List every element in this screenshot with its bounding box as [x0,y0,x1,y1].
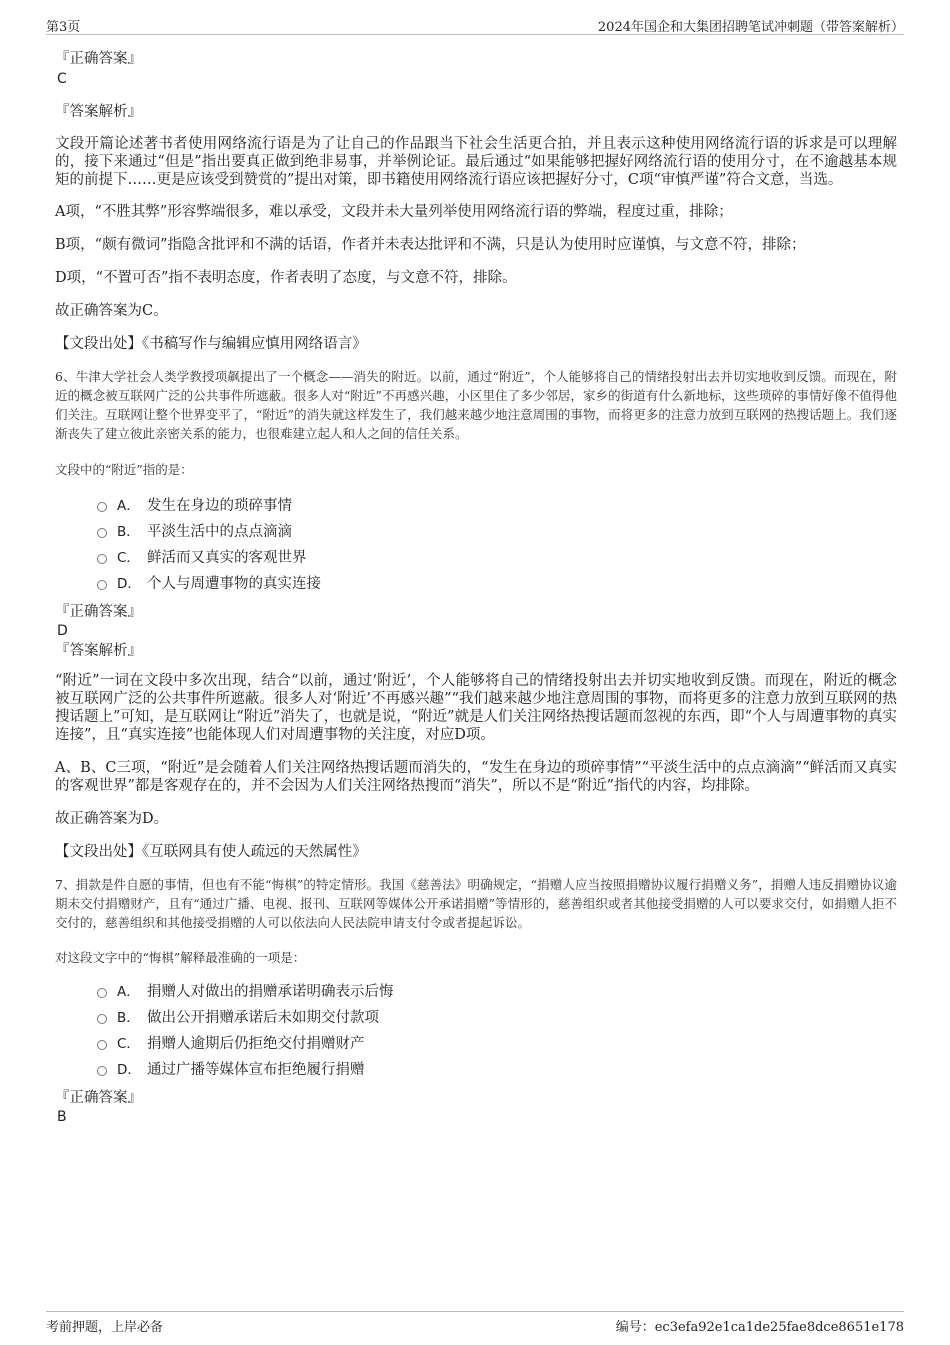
analysis-paragraph: A项，“不胜其弊”形容弊端很多，难以承受，文段并未大量列举使用网络流行语的弊端，程度过重，排除； [55,204,733,220]
correct-answer-value: D [57,623,68,639]
correct-answer-label: 『正确答案』 [55,604,142,620]
analysis-paragraph: B项，“颇有微词”指隐含批评和不满的话语，作者并未表达批评和不满，只是认为使用时应谨慎，与文意不符，排除； [55,237,806,253]
option-d[interactable]: D． 通过广播等媒体宣布拒绝履行捐赠 [95,1057,897,1083]
option-list [95,979,897,1083]
page-header [46,14,904,35]
option-c[interactable]: C． 鲜活而又真实的客观世界 [95,545,897,571]
analysis-paragraph: 故正确答案为D。 [55,811,169,827]
radio-icon[interactable] [97,580,107,590]
correct-answer-value: C [57,71,67,87]
analysis-paragraph: A、B、C三项，“附近”是会随着人们关注网络热搜话题而消失的，“发生在身边的琐碎事情”“平淡生活中的点点滴滴”“鲜活而又真实的客观世界”都是客观存在的，并不会因为人们关注网络热搜而“消失”，所以不是“附近”指代的内容，均排除。 [55,760,897,794]
radio-icon[interactable] [97,554,107,564]
correct-answer-label: 『正确答案』 [55,51,142,67]
option-a[interactable]: A． 捐赠人对做出的捐赠承诺明确表示后悔 [95,979,897,1005]
footer-slogan: 考前押题，上岸必备 [46,1320,164,1335]
page-number: 第3页 [46,20,81,35]
analysis-paragraph: “附近”一词在文段中多次出现，结合“以前，通过‘附近’，个人能够将自己的情绪投射出去并切实地收到反馈。而现在，附近的概念被互联网广泛的公共事件所遮蔽。很多人对‘附近’不再感兴趣”“我们越来越少地注意周围的事物，而将更多的注意力放到互联网的热搜话题上”可知，是互联网让“附近”消失了，也就是说，“附近”就是人们关注网络热搜话题而忽视的东西，即“个人与周遭事物的真实连接”，且“真实连接”也能体现人们对周遭事物的关注度，对应D项。 [55,673,897,743]
analysis-paragraph: 文段开篇论述著书者使用网络流行语是为了让自己的作品跟当下社会生活更合拍，并且表示这种使用网络流行语的诉求是可以理解的，接下来通过“但是”指出要真正做到绝非易事，并举例论证。最后通过“如果能够把握好网络流行语的使用分寸，在不逾越基本规矩的前提下……更是应该受到赞赏的”提出对策，即书籍使用网络流行语应该把握好分寸，C项“审慎严谨”符合文意，当选。 [55,136,897,188]
radio-icon[interactable] [97,502,107,512]
source-citation: 【文段出处】《书稿写作与编辑应慎用网络语言》 [55,336,367,352]
option-a[interactable]: A． 发生在身边的琐碎事情 [95,493,897,519]
analysis-label: 『答案解析』 [55,104,142,120]
question-stem: 对这段文字中的“悔棋”解释最准确的一项是： [55,950,306,965]
question-text: 7、捐款是件自愿的事情，但也有不能“悔棋”的特定情形。我国《慈善法》明确规定，“捐赠人应当按照捐赠协议履行捐赠义务”，捐赠人违反捐赠协议逾期未交付捐赠财产，且有“通过广播、电视、报刊、互联网等媒体公开承诺捐赠”等情形的，慈善组织或者其他接受捐赠的人可以要求交付，如捐赠人拒不交付的，慈善组织和其他接受捐赠的人可以依法向人民法院申请支付令或者提起诉讼。 [55,877,897,930]
source-citation: 【文段出处】《互联网具有使人疏远的天然属性》 [55,844,367,860]
option-c[interactable]: C． 捐赠人逾期后仍拒绝交付捐赠财产 [95,1031,897,1057]
option-b[interactable]: B． 平淡生活中的点点滴滴 [95,519,897,545]
correct-answer-label: 『正确答案』 [55,1090,142,1106]
page-content [55,44,897,1126]
document-code: 编号：ec3efa92e1ca1de25fae8dce8651e178 [615,1320,904,1335]
question-stem: 文段中的“附近”指的是： [55,462,193,477]
radio-icon[interactable] [97,1014,107,1024]
radio-icon[interactable] [97,1040,107,1050]
document-title: 2024年国企和大集团招聘笔试冲刺题（带答案解析） [597,20,904,35]
page-footer [46,1311,904,1336]
analysis-paragraph: D项，“不置可否”指不表明态度，作者表明了态度，与文意不符，排除。 [55,270,517,286]
correct-answer-value: B [57,1109,67,1125]
radio-icon[interactable] [97,1066,107,1076]
radio-icon[interactable] [97,528,107,538]
option-b[interactable]: B． 做出公开捐赠承诺后未如期交付款项 [95,1005,897,1031]
radio-icon[interactable] [97,988,107,998]
option-d[interactable]: D． 个人与周遭事物的真实连接 [95,571,897,597]
question-text: 6、牛津大学社会人类学教授项飙提出了一个概念——消失的附近。以前，通过“附近”，个人能够将自己的情绪投射出去并切实地收到反馈。而现在，附近的概念被互联网广泛的公共事件所遮蔽。很多人对“附近”不再感兴趣，小区里住了多少邻居，家乡的街道有什么新地标，这些琐碎的事情好像不值得他们关注。互联网让整个世界变平了，“附近”的消失就这样发生了，我们越来越少地注意周围的事物，而将更多的注意力放到互联网的热搜话题上。我们逐渐丧失了建立彼此亲密关系的能力，也很难建立起人和人之间的信任关系。 [55,369,897,441]
analysis-label: 『答案解析』 [55,643,142,659]
analysis-paragraph: 故正确答案为C。 [55,303,168,319]
option-list [95,493,897,597]
